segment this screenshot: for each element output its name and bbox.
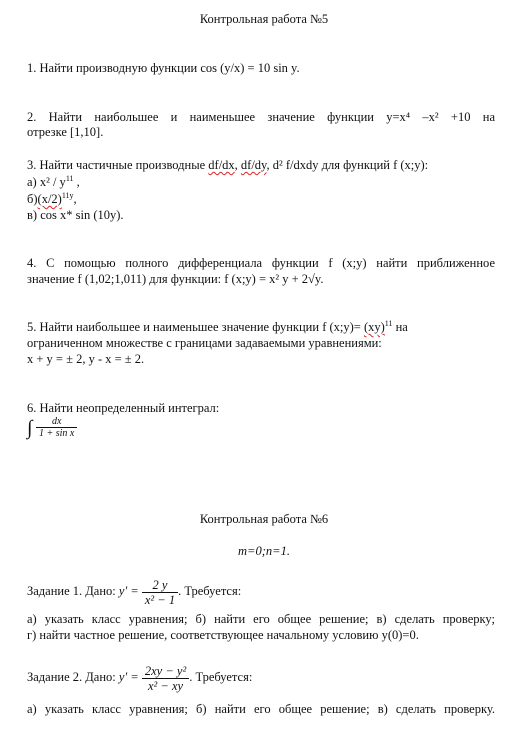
integral-sign: ∫ [27,417,33,439]
z2-line1: а) указать класс уравнения; б) найти его общее решение; в) сделать проверку. [27,702,495,716]
z1-line2: г) найти частное решение, соответствующее начальному условию y(0)=0. [27,628,419,642]
task3-a-text: а) x² / y [27,175,66,189]
task3-d1: df/dx [208,158,235,172]
task3-b [27,192,77,207]
task3-a-post: , [73,175,80,189]
z1-line1: а) указать класс уравнения; б) найти его общее решение; в) сделать проверку; [27,612,495,626]
task5-xy: (xy) [363,320,385,334]
task5-exp: 11 [384,319,393,328]
task5-post: на [392,320,408,334]
task3-b-exp: 11y [61,191,74,200]
z2-num: 2xy − y² [142,664,189,679]
task3-line1 [27,158,428,173]
task2-line2: отрезке [1,10]. [27,125,104,139]
integral-den: 1 + sin x [39,428,75,439]
z1-line [27,574,241,608]
task3-b-post: , [73,192,77,206]
task5-line3: x + y = ± 2, y - x = ± 2. [27,352,145,366]
task3-a [27,175,80,190]
doc2-title: Контрольная работа №6 [199,512,329,526]
task6: 6. Найти неопределенный интеграл: [27,401,220,415]
task3-b-text: б) [27,192,38,206]
task5-line2: ограниченном множестве с границами задаваемыми уравнениями: [27,336,382,350]
task3-b-mid: (x/2) [37,192,62,206]
z1-den: x² − 1 [144,592,176,607]
task3-pre: 3. Найти частичные производные [27,158,209,172]
doc1-title: Контрольная работа №5 [199,12,329,26]
task3-post: , d² f/dxdy для функций f (x;y): [266,158,429,172]
task3-c: в) cos x* sin (10y). [27,208,124,222]
doc2-params: m=0;n=1. [238,544,290,558]
task4-line2: значение f (1,02;1,011) для функции: f (x;y) = x² y + 2√y. [27,272,324,286]
z2-pre: Задание 2. Дано: [27,670,119,684]
task2-line1: 2. Найти наибольшее и наименьшее значение функции y=x⁴ –x² +10 на [27,110,495,124]
task1: 1. Найти производную функции cos (y/x) = 10 sin y. [27,61,300,75]
z2-lhs: y′ = [118,670,139,684]
task3-sep1: , [234,158,241,172]
z2-line [27,660,252,694]
z2-den: x² − xy [147,678,184,693]
task5-line1 [27,320,408,335]
z1-lhs: y′ = [118,584,139,598]
task5-pre: 5. Найти наибольшее и наименьшее значение функции f (x;y)= [27,320,364,334]
z1-pre: Задание 1. Дано: [27,584,119,598]
z2-post: . Требуется: [189,670,253,684]
integral-fraction [36,416,77,439]
task4-line1: 4. С помощью полного дифференциала функции f (x;y) найти приближенное [27,256,495,270]
task3-d2: df/dy [240,158,267,172]
z1-post: . Требуется: [178,584,242,598]
integral-num: dx [36,416,77,428]
task3-a-exp: 11 [65,174,74,183]
z1-num: 2 y [142,578,178,593]
